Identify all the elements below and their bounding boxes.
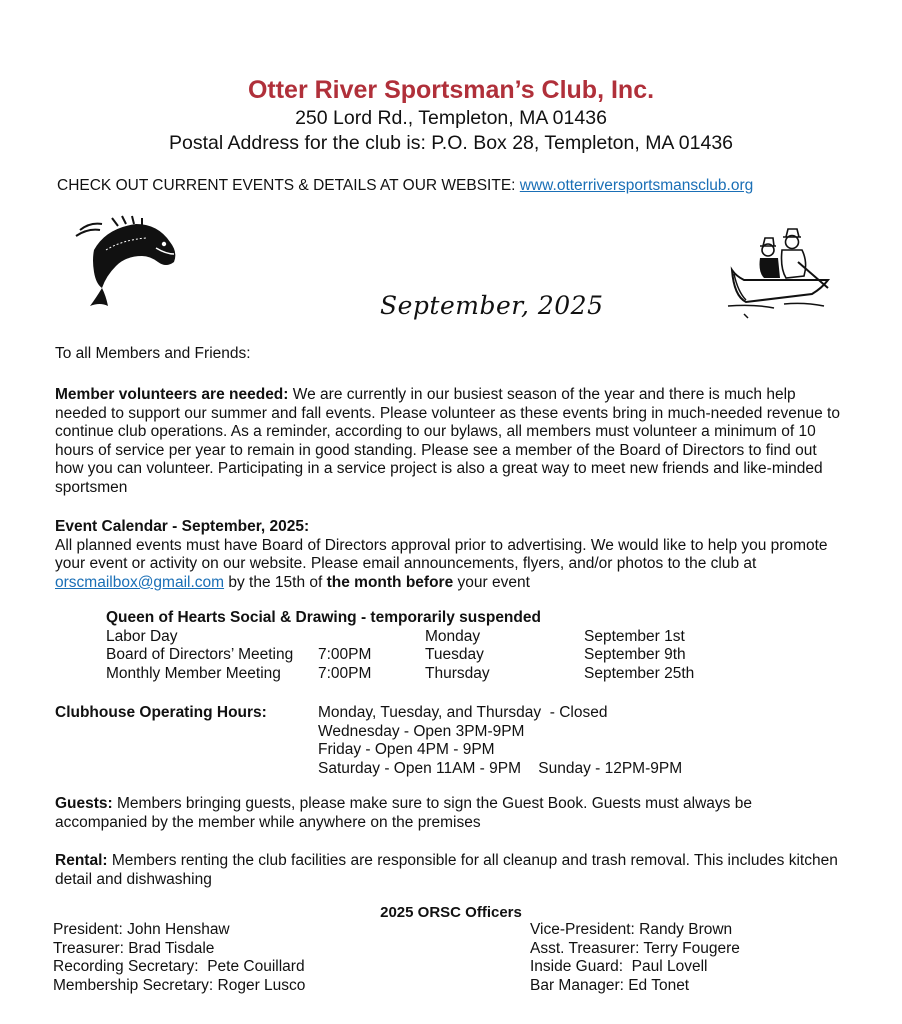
calendar-body-3: your event (453, 573, 530, 591)
street-address: 250 Lord Rd., Templeton, MA 01436 (295, 107, 607, 129)
event-row (106, 646, 686, 665)
volunteers-paragraph (55, 386, 845, 498)
officer-entry: Asst. Treasurer: Terry Fougere (530, 939, 740, 957)
rental-body: Members renting the club facilities are responsible for all cleanup and trash removal. This includes kitchen detail and dishwashing (55, 852, 838, 888)
officer-entry: Vice-President: Randy Brown (530, 921, 733, 938)
rental-heading: Rental: (55, 852, 108, 869)
officer-entry: President: John Henshaw (53, 921, 230, 938)
event-name: Labor Day (106, 627, 178, 645)
calendar-heading: Event Calendar - September, 2025: (55, 518, 310, 535)
email-link[interactable]: orscmailbox@gmail.com (55, 573, 225, 591)
event-time: 7:00PM (318, 646, 372, 664)
event-list (106, 609, 695, 684)
event-row (106, 627, 685, 647)
event-name: Board of Directors’ Meeting (106, 646, 294, 664)
calendar-body-2: by the 15th of (224, 573, 327, 591)
event-notice: Queen of Hearts Social & Drawing - temporarily suspended (106, 609, 541, 626)
guests-paragraph (55, 795, 845, 832)
event-name: Monthly Member Meeting (106, 665, 281, 683)
greeting: To all Members and Friends: (55, 345, 251, 362)
postal-address: Postal Address for the club is: P.O. Box 28, Templeton, MA 01436 (168, 132, 734, 154)
hours-line: Friday - Open 4PM - 9PM (318, 741, 495, 758)
dateline: September, 2025 (380, 291, 604, 320)
guests-heading: Guests: (55, 795, 113, 812)
officers-title: 2025 ORSC Officers (380, 904, 522, 921)
event-row (106, 665, 695, 684)
calendar-body-1: All planned events must have Board of Directors approval prior to advertising. We would like to help you promote your event or activity on our website. Please email announcements, flyers, and/or photos to the club at (55, 536, 828, 573)
website-link[interactable]: www.otterriversportsmansclub.org (519, 177, 754, 194)
officers-left (53, 921, 305, 995)
website-line (57, 177, 753, 195)
calendar-paragraph (55, 518, 845, 592)
event-day: Monday (425, 627, 481, 645)
hours-list (318, 704, 682, 778)
guests-body: Members bringing guests, please make sure to sign the Guest Book. Guests must always be accompanied by the member while anywhere on the premises (55, 795, 752, 831)
event-day: Tuesday (425, 646, 484, 664)
canoe-fishermen-icon (724, 222, 834, 322)
event-date: September 1st (584, 627, 685, 645)
club-title: Otter River Sportsman’s Club, Inc. (247, 76, 655, 104)
officers-right (530, 921, 740, 995)
event-day: Thursday (425, 665, 490, 683)
event-date: September 9th (584, 646, 686, 664)
officer-entry: Recording Secretary: Pete Couillard (53, 958, 305, 976)
event-time: 7:00PM (318, 665, 372, 683)
leaping-fish-icon (66, 210, 184, 310)
volunteers-body: We are currently in our busiest season of the year and there is much help needed to support our summer and fall events. Please volunteer as these events bring in much-needed revenue to continue club operations. As a reminder, according to our bylaws, all members must volunteer a minimum of 10 hours of service per year to remain in good standing. Please see a member of the Board of Directors to find out how you can volunteer. Participating in a service project is also a great way to meet new friends and like-minded sportsmen (55, 386, 840, 496)
hours-line: Wednesday - Open 3PM-9PM (318, 722, 525, 740)
hours-line: Monday, Tuesday, and Thursday - Closed (318, 704, 608, 721)
officer-entry: Treasurer: Brad Tisdale (53, 939, 215, 957)
event-date: September 25th (584, 665, 695, 683)
officer-entry: Bar Manager: Ed Tonet (530, 976, 690, 994)
hours-line: Saturday - Open 11AM - 9PM Sunday - 12PM-9PM (318, 759, 683, 777)
website-prompt: CHECK OUT CURRENT EVENTS & DETAILS AT OUR WEBSITE: (57, 177, 516, 194)
calendar-body-bold: the month before (326, 573, 454, 591)
officer-entry: Membership Secretary: Roger Lusco (53, 976, 306, 994)
officer-entry: Inside Guard: Paul Lovell (530, 958, 708, 976)
volunteers-heading: Member volunteers are needed: (55, 386, 289, 403)
rental-paragraph (55, 852, 845, 889)
hours-label: Clubhouse Operating Hours: (55, 704, 267, 721)
